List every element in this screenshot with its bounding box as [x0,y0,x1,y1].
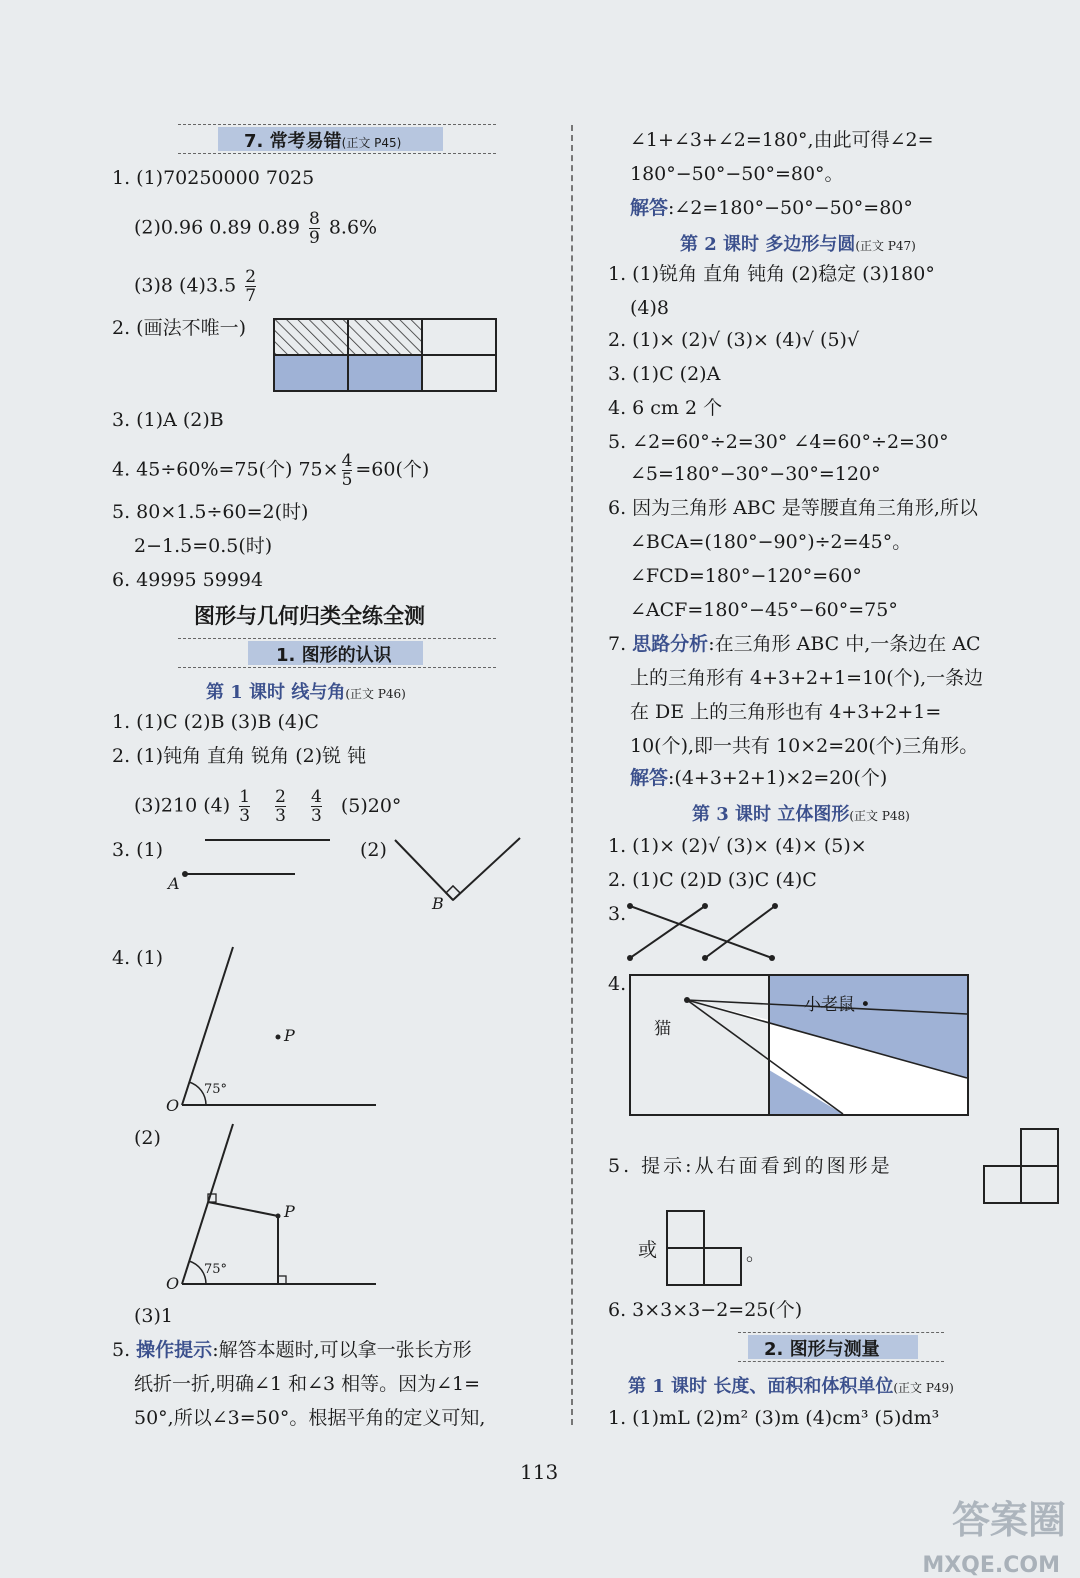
lesson2-title: 第 2 课时 多边形与圆(正文 P47) [680,234,916,255]
r-line2: 180°−50°−50°=80°。 [630,163,844,185]
l2-q6c: ∠FCD=180°−120°=60° [630,565,862,587]
section-2-band [738,1332,944,1362]
l4-q1: 1. (1)mL (2)m² (3)m (4)cm³ (5)dm³ [608,1407,940,1429]
l2-q7a: 7. 思路分析:在三角形 ABC 中,一条边在 AC [608,633,981,655]
q3-text: 3. (1)A (2)B [112,409,224,431]
l2-q6a: 6. 因为三角形 ABC 是等腰直角三角形,所以 [608,497,978,519]
label-a: A [168,874,180,893]
right-view-shape-2 [666,1210,742,1286]
watermark-url: MXQE.COM [922,1553,1060,1578]
column-divider [571,125,573,1425]
big-section-title: 图形与几何归类全练全测 [194,604,425,628]
section-7-band [178,124,496,154]
fraction-grid-diagram [273,318,497,392]
l1-q2b: (3)210 (4) $\frac{1}{3}$ $\frac{2}{3}$ $\frac{4}{3}$ (5)20° [134,787,402,826]
l3-q5-or: 或 [638,1239,658,1261]
section-1-title: 1. 图形的认识 [276,645,392,666]
l3-q5-end: 。 [746,1243,766,1265]
label-p-2: P [284,1202,295,1221]
label-p-1: P [284,1026,295,1045]
section-7-ref: (正文 P45) [341,136,402,150]
r-line1: ∠1+∠3+∠2=180°,由此可得∠2= [630,129,934,151]
l1-q2a: 2. (1)钝角 直角 锐角 (2)锐 钝 [112,745,367,767]
l3-q3-label: 3. [608,903,627,925]
l2-q7b: 上的三角形有 4+3+2+1=10(个),一条边 [630,667,984,689]
q4-text: 4. 45÷60%=75(个) 75× $\frac{4}{5}$ =60(个) [112,451,430,490]
matching-lines-diagram [620,896,790,966]
l2-q1a: 1. (1)锐角 直角 钝角 (2)稳定 (3)180° [608,263,935,285]
q5-line2: 2−1.5=0.5(时) [134,535,273,557]
l3-q4-label: 4. [608,973,627,995]
l3-q2: 2. (1)C (2)D (3)C (4)C [608,869,817,891]
l2-q6b: ∠BCA=(180°−90°)÷2=45°。 [630,531,912,553]
angle-75-1: 75° [204,1082,228,1097]
l3-q6: 6. 3×3×3−2=25(个) [608,1299,803,1321]
section-1-band [178,638,496,668]
l1-q5-line2: 纸折一折,明确∠1 和∠3 相等。因为∠1= [134,1373,481,1395]
label-o-1: O [166,1096,180,1115]
l1-q3-2-label: (2) [360,839,387,861]
l2-q7-answer: 解答:(4+3+2+1)×2=20(个) [630,767,888,789]
l2-q7c: 在 DE 上的三角形也有 4+3+2+1= [630,701,942,723]
lesson3-title: 第 3 课时 立体图形(正文 P48) [692,804,910,825]
l2-q7d: 10(个),即一共有 10×2=20(个)三角形。 [630,735,979,757]
cat-label: 猫 [654,1019,671,1039]
label-b: B [432,894,444,913]
l1-q1: 1. (1)C (2)B (3)B (4)C [112,711,319,733]
section-7-title: 7. 常考易错 [244,131,342,152]
l2-q5a: 5. ∠2=60°÷2=30° ∠4=60°÷2=30° [608,431,949,453]
lines-rays-diagram [165,830,545,920]
q2-text: 2. (画法不唯一) [112,317,246,339]
l3-q5-text: 5. 提示:从右面看到的图形是 [608,1155,893,1177]
l2-q3: 3. (1)C (2)A [608,363,721,385]
q1-part3: (3)8 (4)3.5 $\frac{2}{7}$ [134,267,257,306]
q5-line1: 5. 80×1.5÷60=2(时) [112,501,309,523]
section-2-title: 2. 图形与测量 [764,1339,880,1360]
l2-q1b: (4)8 [630,297,670,319]
l1-q4-2-label: (2) [134,1127,161,1149]
l2-q4: 4. 6 cm 2 个 [608,397,723,419]
l1-q5-line1: 5. 操作提示:解答本题时,可以拿一张长方形 [112,1339,472,1361]
cat-mouse-diagram [629,974,969,1116]
l1-q5-line3: 50°,所以∠3=50°。根据平角的定义可知, [134,1407,486,1429]
l1-q4-label: 4. (1) [112,947,164,969]
label-o-2: O [166,1274,180,1293]
l2-q2: 2. (1)× (2)√ (3)× (4)√ (5)√ [608,329,860,351]
l1-q3-label: 3. (1) [112,839,164,861]
l1-q4-3: (3)1 [134,1305,174,1327]
r-answer: 解答:∠2=180°−50°−50°=80° [630,197,913,219]
angle-75-2: 75° [204,1262,228,1277]
right-view-shape-1 [983,1128,1059,1204]
l2-q5b: ∠5=180°−30°−30°=120° [630,463,881,485]
lesson4-title: 第 1 课时 长度、面积和体积单位(正文 P49) [628,1376,954,1397]
l3-q1: 1. (1)× (2)√ (3)× (4)× (5)× [608,835,867,857]
q6-text: 6. 49995 59994 [112,569,264,591]
mouse-label: 小老鼠 • [804,995,871,1015]
q1-part1: 1. (1)70250000 7025 [112,167,315,189]
watermark-logo: 答案圈 [951,1498,1066,1542]
l2-q6d: ∠ACF=180°−45°−60°=75° [630,599,898,621]
lesson1-title: 第 1 课时 线与角(正文 P46) [206,682,406,703]
q1-part2: (2)0.96 0.89 0.89 $\frac{8}{9}$ 8.6% [134,209,378,248]
page-number: 113 [520,1460,559,1484]
